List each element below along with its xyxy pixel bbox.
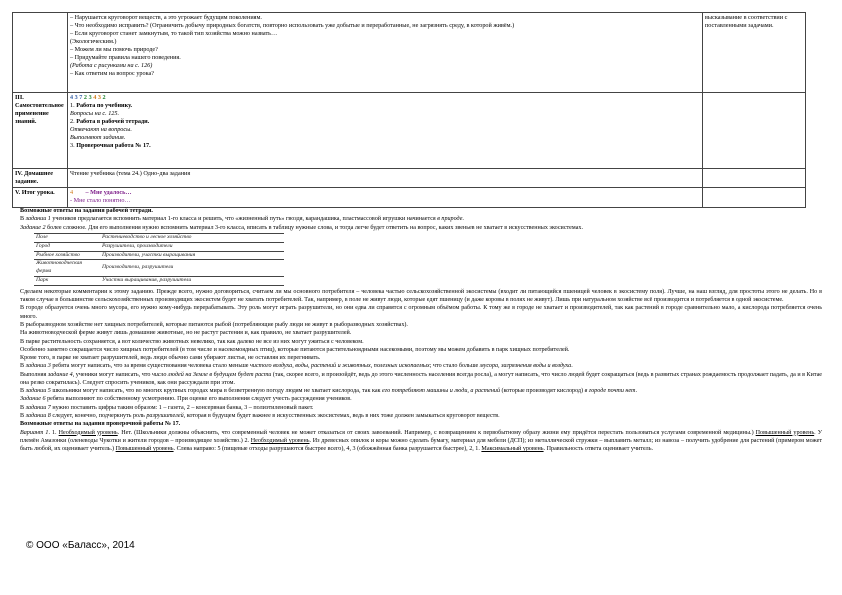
color-mark: 3: [74, 94, 78, 101]
text-line: – Можем ли мы помочь природе?: [70, 46, 158, 54]
text-line: (Экологическим.): [70, 38, 117, 46]
color-mark: 4: [93, 94, 97, 101]
paragraph: [20, 404, 822, 412]
ud-cell: [703, 188, 806, 208]
item-title: Проверочная работа № 17.: [76, 142, 151, 150]
table-row: [13, 13, 806, 93]
answers-section: [20, 207, 822, 453]
text-span: В: [20, 363, 26, 370]
text-span: (так, скорее всего, и произойдёт, ведь до этого численность населения всегда росла), а могут написать, что число людей будет сокращаться (ведь в развитых странах рождаемость продолжает падать, да и в Китае она резко сократилась). Следует спросить учеников, как они рассуждали при этом.: [20, 371, 822, 386]
paragraph: [20, 395, 822, 403]
table-cell: Рыбное хозяйство: [34, 251, 100, 260]
text-line: – Что необходимо исправить? (Ограничить добычу природных богатств, повторно использовать уже добытые и переработанные, не загрязнять среду, в которой живём.): [70, 22, 515, 30]
stage-cell: [13, 13, 68, 93]
content-cell: Чтение учебника (тема 24.) Одно-два задания: [68, 169, 703, 188]
level-label: Необходимый уровень: [58, 429, 118, 436]
text-span: следует, конечно, подчеркнуть роль: [50, 413, 147, 420]
content-cell: [68, 13, 703, 93]
text-span: задании 1: [25, 216, 51, 223]
text-span: (которые производят кислород): [500, 388, 585, 395]
text-span: В: [20, 216, 26, 223]
paragraph: [20, 371, 822, 388]
color-marks: [70, 94, 700, 102]
table-cell: Производители, участки выращивания: [100, 251, 284, 260]
section-heading: Возможные ответы на задания рабочей тетради.: [20, 208, 153, 214]
text-span: учеников предлагается вспомнить материал 1-го класса и решить, что «жизненный путь» гвоздя, карандашика, пластмассовой игрушки начинается: [50, 216, 438, 223]
text-line: (Работа с рисунками на с. 126): [70, 62, 153, 70]
item-sub: Вопросы на с. 125.: [70, 110, 120, 118]
task-item: [70, 102, 700, 110]
item-title: Работа по учебнику.: [76, 102, 133, 110]
ecosystem-table: [34, 233, 284, 286]
level-label: Повышенный уровень: [755, 429, 815, 436]
color-mark: 3: [88, 94, 92, 101]
text-line: – Как ответим на вопрос урока?: [70, 70, 155, 78]
text-span: разрушителей: [146, 413, 184, 420]
text-span: . 1.: [48, 429, 59, 436]
text-span: в природе: [437, 216, 463, 223]
text-span: задании 5: [25, 388, 51, 395]
item-number: 3.: [70, 142, 75, 150]
summary-text: – Мне удалось…: [85, 189, 132, 197]
task-item: [70, 142, 700, 150]
text-span: ребята могут написать, что за время существования человека стало меньше: [50, 363, 251, 370]
text-span: ребята выполняют по собственному усмотрению. При оценке его выполнения следует учесть рассуждения учеников.: [45, 396, 352, 403]
table-row: [13, 169, 806, 188]
ud-cell: высказывание в соответствии с поставленными задачами.: [703, 13, 806, 93]
paragraph: В рыборазводном хозяйстве нет хищных потребителей, которые питаются рыбой (потребляющие рыбу люди не живут в рыборазводных хозяйствах).: [20, 321, 408, 328]
text-span: более сложное. Для его выполнения нужно вспомнить материал 3-го класса, вписать в таблицу нужные слова, и тогда легче будет ответить на вопрос, каких звеньев не хватает в искусственных экосистемах.: [45, 224, 583, 231]
text-span: В: [20, 404, 26, 411]
summary-line: [70, 189, 700, 197]
text-line: – Если круговорот станет замкнутым, то такой тип хозяйства можно назвать…: [70, 30, 278, 38]
text-span: . У племён Амазонки (оленеводы Чукотки и жители городов – производящее хозяйство.) 2.: [20, 429, 823, 444]
color-mark: 7: [79, 94, 83, 101]
text-span: задании 8: [25, 413, 51, 420]
table-cell: Поле: [34, 233, 100, 242]
level-label: Максимальный уровень: [481, 446, 544, 453]
table-row: [13, 188, 806, 208]
item-title: Работа в рабочей тетради.: [76, 118, 150, 126]
lesson-table: [12, 12, 806, 208]
table-cell: Разрушители, производители: [100, 242, 284, 251]
paragraph: Сделаем некоторые комментарии к этому заданию. Прежде всего, нужно договориться, считаем ли мы основного потребителя – человека частью сельскохозяйственной экосистемы (входит ли питающийся пшеницей человек в экосистему поля). Лучше, на наш взгляд, для простоты этого не делать. Но в таком случае в большинстве сельскохозяйственных производящих экосистем будет не хватать потребителей. Так, например, в поле не живут люди, которые едят пшеницу (и даже коровы в полях не живут). Лишь при натуральном хозяйстве всё производится и потребляется в одной экосистеме.: [20, 288, 822, 304]
paragraph: [20, 412, 822, 420]
level-label: Повышенный уровень: [115, 446, 174, 453]
color-mark: 2: [83, 94, 88, 101]
item-sub: Выполняют задания.: [70, 134, 126, 142]
text-span: Задание 6: [20, 396, 46, 403]
paragraph: Особенно заметно сокращается число хищных потребителей (в том числе и насекомоядных птиц), которые питаются растительноядными насекомыми, поэтому мы можем добавить в парк хищных потребителей.: [20, 346, 570, 353]
text-span: . Правильность ответа оценивает учитель.: [543, 446, 654, 453]
text-span: задании 3: [25, 363, 51, 370]
task-item: [70, 118, 700, 126]
text-span: число людей на Земле в будущем будет расти: [151, 371, 272, 378]
text-span: , которая в будущем будет важнее в искусственных экосистемах, ведь в них тоже должен замыкаться круговорот веществ.: [183, 413, 500, 420]
color-mark: 4: [70, 94, 74, 101]
table-row: [34, 260, 284, 277]
table-cell: Парк: [34, 276, 100, 285]
paragraph: В парке растительность сохраняется, а вот количество животных невелико, так как далеко не все из них могут ужиться с человеком.: [20, 338, 364, 345]
content-cell: [68, 188, 703, 208]
copyright-footer: © ООО «Баласс», 2014: [26, 540, 135, 551]
stage-cell: V. Итог урока.: [13, 188, 68, 208]
content-cell: [68, 93, 703, 169]
text-span: .: [571, 363, 573, 370]
item-number: 2.: [70, 118, 75, 126]
text-span: задание 4: [47, 371, 73, 378]
text-line: – Придумайте правила нашего поведения.: [70, 54, 181, 62]
text-span: задании 7: [25, 404, 51, 411]
text-span: В: [20, 413, 26, 420]
text-span: нужно поставить цифры таким образом: 1 – газета, 2 – консервная банка, 3 – полиэтиленовый пакет.: [50, 404, 314, 411]
stage-cell: III. Самостоятельное применение знаний.: [13, 93, 68, 169]
table-row: [34, 233, 284, 242]
table-cell: Участки выращивания, разрушители: [100, 276, 284, 285]
text-span: ; что стало больше: [429, 363, 480, 370]
paragraph: [20, 362, 822, 370]
text-span: . Из древесных опилок и коры можно сделать бумагу, материал для мебели (ДСП); из металлической стружки – выплавить металл; из навоза – получить удобрение для растений (примером может быть любой, их оценивает учитель.): [20, 437, 822, 453]
text-span: . Слева направо: 5 (пищевые отходы разрушаются быстрее всего), 4, 3 (обожжённая банка разрушается быстрее), 2, 1.: [173, 446, 482, 453]
text-span: мусора, загрязнения воды и воздуха: [479, 363, 572, 370]
paragraph: В городе образуется очень много мусора, его нужно кому-нибудь перерабатывать. Эту роль могут играть разрушители, но они едва ли справятся с огромным объёмом работы. К тому же в городе не хватает и производителей, так как растений в городе сравнительно мало, а кислорода потребляется очень много.: [20, 305, 822, 320]
stage-cell: IV. Домашнее задание.: [13, 169, 68, 188]
level-label: Необходимый уровень: [250, 437, 310, 444]
color-mark: 3: [97, 94, 101, 101]
text-span: . Нет. (Школьники должны объяснить, что современный человек не может отказаться от своих завоеваний. Например, с возвращением к первобытному образу жизни ему придётся перестать пользоваться услугами современной медицины.): [117, 429, 756, 436]
ud-cell: [703, 93, 806, 169]
text-line: – Нарушается круговорот веществ, а это угрожает будущим поколениям.: [70, 14, 262, 21]
text-span: чистого воздуха, воды, растений и животных, полезных ископаемых: [250, 363, 430, 370]
color-mark: 2: [102, 94, 106, 101]
table-cell: Производители, разрушители: [100, 260, 284, 277]
paragraph: [20, 224, 822, 232]
paragraph: [20, 429, 822, 454]
text-span: его потребляют машины и люди, а растений: [382, 388, 501, 395]
table-cell: Растениеводство и лесное хозяйство: [100, 233, 284, 242]
text-span: Задание 2: [20, 224, 46, 231]
text-span: Вариант 1: [20, 429, 49, 436]
text-span: .: [635, 388, 637, 395]
item-sub: Отвечают на вопросы.: [70, 126, 132, 134]
text-span: , ученики могут написать, что: [72, 371, 152, 378]
color-mark: 4: [70, 189, 74, 197]
paragraph: На животноводческой ферме живут лишь домашние животные, но не растут растения и, как правило, не хватает разрушителей.: [20, 330, 352, 337]
table-cell: Город: [34, 242, 100, 251]
text-span: Выполняя: [20, 371, 48, 378]
ud-cell: [703, 169, 806, 188]
table-row: [34, 242, 284, 251]
summary-text: - Мне стало понятно…: [70, 197, 131, 205]
paragraph: Кроме того, в парке не хватает разрушителей, ведь люди обычно сами убирают листья, не оставляя их перегнивать.: [20, 355, 321, 362]
text-span: В: [20, 388, 26, 395]
text-span: .: [462, 216, 464, 223]
text-span: школьники могут написать, что во многих крупных городах мира в безветренную погоду людям не хватает кислорода, так как: [50, 388, 383, 395]
paragraph: [20, 215, 822, 223]
table-row: [13, 93, 806, 169]
item-number: 1.: [70, 102, 75, 110]
table-row: [34, 251, 284, 260]
table-row: [34, 276, 284, 285]
section-heading: Возможные ответы на задания проверочной работы № 17.: [20, 421, 181, 428]
paragraph: [20, 387, 822, 395]
table-cell: Животноводческая ферма: [34, 260, 100, 277]
text-span: в городе почти нет: [584, 388, 636, 395]
